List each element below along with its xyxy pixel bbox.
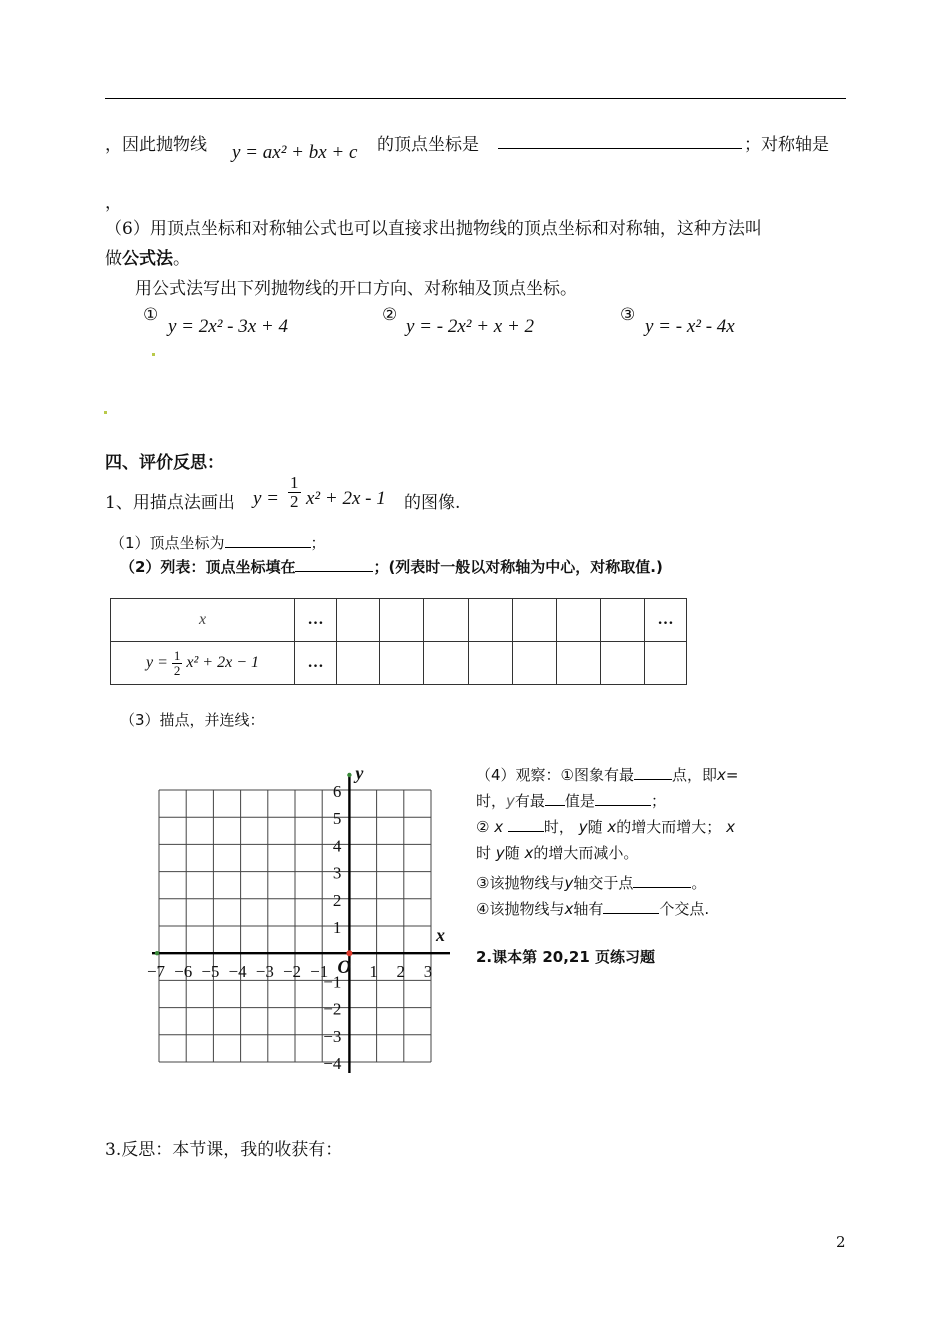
obs-text: 时，: [476, 792, 507, 810]
obs-text: =: [725, 766, 739, 784]
y-tick-label: 6: [332, 782, 342, 801]
x-tick-label: −5: [201, 962, 220, 982]
vertex-blank[interactable]: [498, 134, 742, 149]
part2-line: [120, 556, 663, 577]
q1-end: 的图像.: [404, 493, 461, 513]
x-tick-label: −7: [146, 962, 166, 982]
table-column-blank[interactable]: [295, 557, 373, 572]
obs-text: 的增大而减小。: [533, 844, 639, 862]
x-axis-label: x: [436, 925, 445, 946]
table-cell[interactable]: [645, 642, 687, 685]
y-header-fraction: [172, 649, 183, 677]
obs-text: 随: [504, 844, 520, 862]
exercise-3-formula: y = - x² - 4x: [645, 316, 735, 337]
scan-dot: [104, 411, 107, 414]
y-intercept-blank[interactable]: [633, 873, 691, 888]
part1-label: （1）顶点坐标为: [110, 534, 225, 552]
header-rule: [105, 98, 846, 99]
table-cell[interactable]: [380, 642, 424, 685]
origin-label: O: [337, 957, 352, 979]
formula-method-term: 公式法: [122, 249, 173, 269]
vertex-label: 的顶点坐标是: [377, 135, 479, 155]
x-tick-label: −4: [228, 962, 247, 982]
origin-marker: [346, 950, 352, 956]
table-cell[interactable]: [337, 599, 380, 642]
obs-text: ②: [476, 818, 490, 836]
scan-dot: [152, 353, 155, 356]
obs-line-1: [476, 762, 738, 788]
y-tick-label: 3: [332, 863, 342, 883]
obs-text: 轴有: [573, 900, 604, 918]
sec6-instruction: 用公式法写出下列抛物线的开口方向、对称轴及顶点坐标。: [135, 279, 577, 299]
obs-var: x: [607, 818, 617, 836]
obs-var: x: [564, 900, 574, 918]
exercise-3-num: ③: [620, 305, 636, 325]
table-cell[interactable]: [601, 599, 645, 642]
exercise-1-formula: y = 2x² - 3x + 4: [168, 316, 288, 337]
homework-line: 2.课本第 20,21 页练习题: [476, 948, 656, 966]
part2-note: ；(列表时一般以对称轴为中心，对称取值.): [373, 558, 663, 576]
x-tick-label: −3: [255, 962, 274, 982]
y-header-numerator: 1: [173, 647, 181, 663]
obs-var: x: [717, 766, 726, 784]
obs-text: 个交点.: [659, 900, 710, 918]
grid-labels: [147, 763, 445, 1073]
axis-end-marker: [347, 773, 351, 777]
obs-text: 值是: [564, 792, 595, 810]
obs-text: ③该抛物线与: [476, 874, 565, 892]
obs-text: 有最: [514, 792, 545, 810]
extreme-value-blank[interactable]: [595, 791, 651, 806]
obs-var: x: [494, 818, 504, 836]
table-cell[interactable]: [557, 642, 601, 685]
obs-line-2: [476, 788, 738, 814]
obs-var: y: [495, 844, 505, 862]
y-header-cell: [111, 642, 295, 685]
exercise-2-num: ②: [382, 305, 398, 325]
y-tick-label: 2: [332, 890, 342, 910]
max-min-value-blank[interactable]: [545, 791, 565, 806]
part1-line: [110, 532, 326, 553]
exercise-2-formula: y = - 2x² + x + 2: [406, 316, 535, 337]
axis-label: ；对称轴是: [744, 135, 829, 155]
obs-line-5: [476, 870, 738, 896]
x-tick-label: 1: [369, 962, 378, 982]
coordinate-grid[interactable]: [146, 763, 460, 1077]
obs-var: y: [506, 792, 515, 810]
obs-text: 点，即: [672, 766, 718, 784]
q1-numerator: 1: [290, 473, 299, 492]
x-tick-label: 2: [396, 962, 406, 982]
obs-text: 。: [691, 874, 707, 892]
part1-semicolon: ；: [310, 534, 326, 552]
q1-fraction: [288, 474, 301, 511]
q1-y: y =: [253, 488, 280, 509]
obs-var: x: [524, 844, 534, 862]
obs-line-4: [476, 840, 738, 866]
text-period: 。: [173, 249, 190, 269]
y-header-denominator: 2: [173, 662, 181, 678]
obs-text: 时: [476, 844, 492, 862]
obs-text: （4）观察：①图象有最: [476, 766, 634, 784]
obs-text: 随: [587, 818, 603, 836]
y-tick-label: −4: [323, 1054, 342, 1073]
y-axis-label: y: [355, 763, 364, 783]
q1-denominator: 2: [290, 491, 299, 511]
q1-prefix: 1、用描点法画出: [105, 493, 235, 513]
max-min-point-blank[interactable]: [634, 765, 672, 780]
table-cell[interactable]: [337, 642, 380, 685]
table-cell[interactable]: [424, 599, 469, 642]
x-tick-label: −1: [310, 962, 329, 982]
sec6-line2: [105, 244, 190, 269]
section-heading: 四、评价反思：: [105, 453, 224, 473]
comma-line: ，: [105, 193, 122, 213]
y-tick-label: 1: [332, 918, 342, 937]
grid-lines: [152, 773, 450, 1073]
y-header-rest: x² + 2x − 1: [186, 653, 259, 671]
page-number: 2: [836, 1233, 846, 1251]
ellipsis-cell: …: [645, 599, 687, 642]
y-tick-label: 5: [332, 809, 342, 829]
table-cell[interactable]: [469, 642, 513, 685]
x-tick-label: −2: [282, 962, 302, 982]
y-header: y =: [146, 653, 168, 671]
ellipsis-cell: …: [295, 599, 337, 642]
ellipsis-cell: …: [295, 642, 337, 685]
obs-text: ；: [650, 792, 666, 810]
obs-line-6: [476, 896, 738, 922]
observation-block: [476, 762, 738, 970]
x-tick-label: 3: [423, 962, 433, 982]
x-header-cell: [111, 599, 295, 642]
obs-text: 时，: [543, 818, 574, 836]
obs-var: y: [578, 818, 588, 836]
y-tick-label: −1: [323, 972, 342, 992]
table-cell[interactable]: [513, 599, 557, 642]
obs-text: 的增大而增大；: [616, 818, 722, 836]
increase-range-blank[interactable]: [508, 817, 544, 832]
table-row: [111, 642, 687, 685]
part2-label: （2）列表：顶点坐标填在: [120, 558, 296, 576]
reflection-prompt: 3.反思：本节课，我的收获有：: [105, 1140, 343, 1160]
y-tick-label: 4: [332, 836, 342, 856]
obs-text: 轴交于点: [573, 874, 634, 892]
part3-label: （3）描点，并连线：: [120, 711, 265, 729]
q1-rest: x² + 2x - 1: [306, 488, 386, 509]
y-tick-label: −3: [323, 1026, 342, 1046]
obs-line-3: [476, 814, 738, 840]
text-therefore: ，因此抛物线: [105, 135, 207, 155]
table-cell[interactable]: [557, 599, 601, 642]
table-cell[interactable]: [601, 642, 645, 685]
value-table: [110, 598, 687, 685]
x-intercept-count-blank[interactable]: [603, 899, 659, 914]
table-cell[interactable]: [424, 642, 469, 685]
table-cell[interactable]: [469, 599, 513, 642]
x-header: x: [198, 611, 207, 628]
obs-var: x: [726, 818, 735, 836]
vertex-line: [105, 130, 207, 155]
general-formula: y = ax² + bx + c: [232, 142, 358, 163]
table-cell[interactable]: [513, 642, 557, 685]
sec6-line1: （6）用顶点坐标和对称轴公式也可以直接求出抛物线的顶点坐标和对称轴，这种方法叫: [105, 219, 762, 239]
x-tick-label: −6: [174, 962, 193, 982]
text-zuo: 做: [105, 249, 122, 269]
obs-var: y: [564, 874, 574, 892]
exercise-1-num: ①: [143, 305, 159, 325]
axis-end-marker: [155, 951, 159, 955]
y-tick-label: −2: [323, 999, 342, 1019]
vertex-answer-blank[interactable]: [225, 533, 311, 548]
obs-text: ④该抛物线与: [476, 900, 565, 918]
table-row: [111, 599, 687, 642]
table-cell[interactable]: [380, 599, 424, 642]
